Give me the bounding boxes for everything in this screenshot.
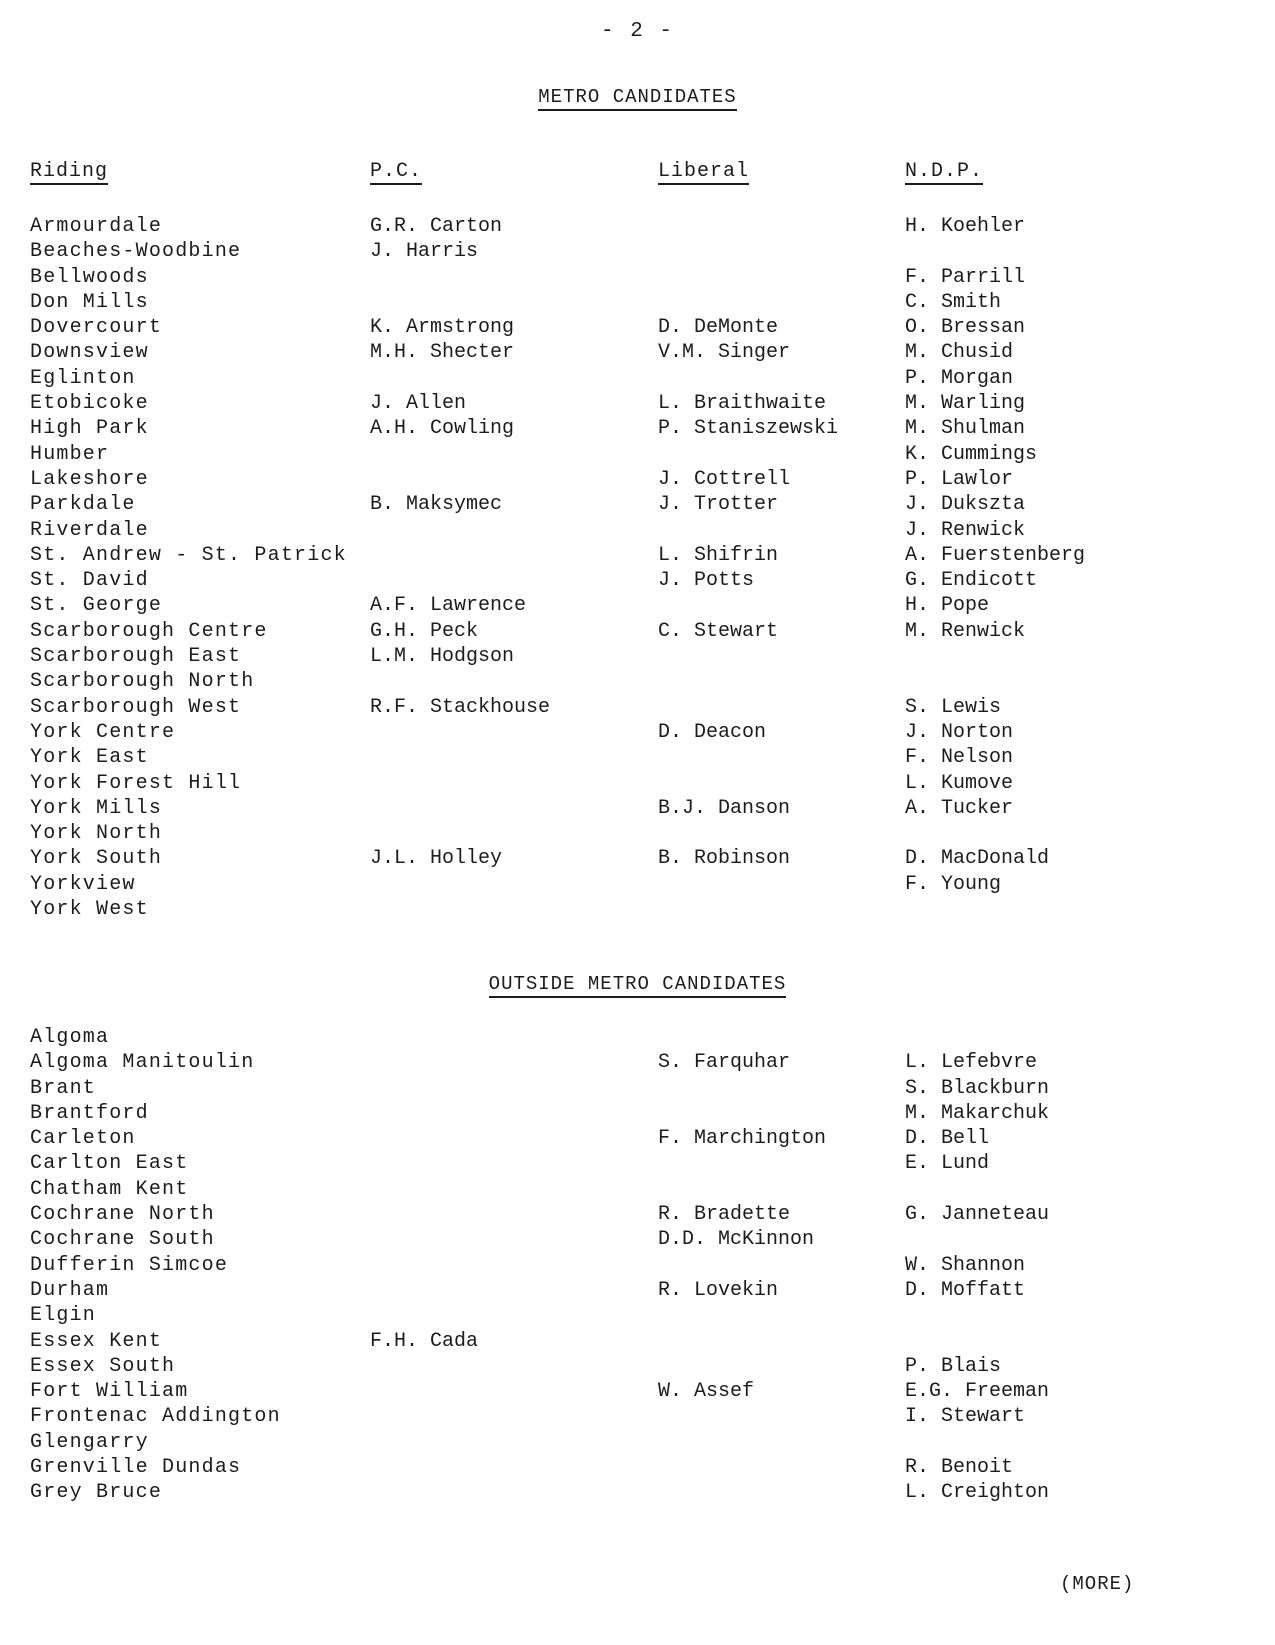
pc-candidate: F.H. Cada — [370, 1329, 479, 1353]
liberal-candidate: W. Assef — [658, 1380, 755, 1404]
pc-candidate: R.F. Stackhouse — [370, 695, 551, 719]
ndp-candidate: M. Makarchuk — [905, 1101, 1050, 1125]
liberal-candidate: V.M. Singer — [658, 341, 791, 365]
riding-name: Eglinton — [30, 366, 136, 390]
liberal-candidate: C. Stewart — [658, 619, 779, 643]
riding-name: Carlton East — [30, 1152, 189, 1176]
riding-name: Beaches-Woodbine — [30, 240, 242, 264]
table-row — [0, 1480, 1275, 1505]
riding-name: Scarborough North — [30, 670, 255, 694]
liberal-candidate: D. DeMonte — [658, 316, 779, 340]
table-row — [0, 796, 1275, 821]
ndp-candidate: S. Lewis — [905, 695, 1002, 719]
riding-name: Lakeshore — [30, 467, 149, 491]
metro-candidates-table — [0, 214, 1275, 922]
more-indicator: (MORE) — [1060, 1573, 1135, 1595]
liberal-candidate: J. Potts — [658, 569, 755, 593]
table-row — [0, 518, 1275, 543]
pc-candidate: B. Maksymec — [370, 493, 503, 517]
table-row — [0, 872, 1275, 897]
ndp-candidate: G. Endicott — [905, 569, 1038, 593]
riding-name: Essex South — [30, 1354, 176, 1378]
riding-name: Durham — [30, 1278, 110, 1302]
ndp-candidate: J. Dukszta — [905, 493, 1026, 517]
riding-name: Cochrane South — [30, 1228, 215, 1252]
liberal-candidate: J. Trotter — [658, 493, 779, 517]
table-row — [0, 366, 1275, 391]
pc-candidate: A.H. Cowling — [370, 417, 515, 441]
ndp-candidate: P. Morgan — [905, 366, 1014, 390]
riding-name: Yorkview — [30, 872, 136, 896]
table-row — [0, 568, 1275, 593]
header-ndp: N.D.P. — [905, 160, 984, 183]
ndp-candidate: E.G. Freeman — [905, 1380, 1050, 1404]
ndp-candidate: K. Cummings — [905, 442, 1038, 466]
table-row — [0, 1202, 1275, 1227]
table-row — [0, 1404, 1275, 1429]
riding-name: St. George — [30, 594, 163, 618]
riding-name: High Park — [30, 417, 149, 441]
ndp-candidate: O. Bressan — [905, 316, 1026, 340]
riding-name: Etobicoke — [30, 392, 149, 416]
ndp-candidate: F. Young — [905, 872, 1002, 896]
ndp-candidate: R. Benoit — [905, 1456, 1014, 1480]
ndp-candidate: D. Moffatt — [905, 1278, 1026, 1302]
column-headers — [0, 160, 1275, 188]
table-row — [0, 1076, 1275, 1101]
pc-candidate: G.H. Peck — [370, 619, 479, 643]
riding-name: Chatham Kent — [30, 1177, 189, 1201]
pc-candidate: L.M. Hodgson — [370, 645, 515, 669]
riding-name: Humber — [30, 442, 110, 466]
liberal-candidate: R. Bradette — [658, 1203, 791, 1227]
riding-name: Don Mills — [30, 290, 149, 314]
table-row — [0, 239, 1275, 264]
table-row — [0, 695, 1275, 720]
table-row — [0, 214, 1275, 239]
ndp-candidate: J. Norton — [905, 720, 1014, 744]
ndp-candidate: L. Lefebvre — [905, 1051, 1038, 1075]
liberal-candidate: B.J. Danson — [658, 796, 791, 820]
table-row — [0, 1430, 1275, 1455]
table-row — [0, 1354, 1275, 1379]
ndp-candidate: D. Bell — [905, 1127, 990, 1151]
ndp-candidate: M. Warling — [905, 392, 1026, 416]
liberal-candidate: J. Cottrell — [658, 467, 791, 491]
liberal-candidate: P. Staniszewski — [658, 417, 839, 441]
riding-name: Downsview — [30, 341, 149, 365]
table-row — [0, 846, 1275, 871]
liberal-candidate: S. Farquhar — [658, 1051, 791, 1075]
outside-section-title: OUTSIDE METRO CANDIDATES — [0, 973, 1275, 995]
table-row — [0, 442, 1275, 467]
table-row — [0, 1101, 1275, 1126]
riding-name: Algoma Manitoulin — [30, 1051, 255, 1075]
table-row — [0, 290, 1275, 315]
table-row — [0, 644, 1275, 669]
ndp-candidate: M. Shulman — [905, 417, 1026, 441]
table-row — [0, 1455, 1275, 1480]
table-row — [0, 1303, 1275, 1328]
ndp-candidate: A. Fuerstenberg — [905, 543, 1086, 567]
table-row — [0, 265, 1275, 290]
riding-name: Riverdale — [30, 518, 149, 542]
table-row — [0, 1050, 1275, 1075]
table-row — [0, 1177, 1275, 1202]
riding-name: York North — [30, 822, 163, 846]
ndp-candidate: F. Nelson — [905, 746, 1014, 770]
ndp-candidate: F. Parrill — [905, 265, 1026, 289]
ndp-candidate: E. Lund — [905, 1152, 990, 1176]
table-row — [0, 593, 1275, 618]
table-row — [0, 669, 1275, 694]
table-row — [0, 897, 1275, 922]
riding-name: York West — [30, 898, 149, 922]
riding-name: Cochrane North — [30, 1203, 215, 1227]
riding-name: Scarborough East — [30, 645, 242, 669]
table-row — [0, 1278, 1275, 1303]
table-row — [0, 1151, 1275, 1176]
liberal-candidate: F. Marchington — [658, 1127, 827, 1151]
riding-name: Scarborough Centre — [30, 619, 268, 643]
table-row — [0, 416, 1275, 441]
liberal-candidate: D.D. McKinnon — [658, 1228, 815, 1252]
liberal-candidate: B. Robinson — [658, 847, 791, 871]
ndp-candidate: W. Shannon — [905, 1253, 1026, 1277]
pc-candidate: J. Allen — [370, 392, 467, 416]
riding-name: Glengarry — [30, 1430, 149, 1454]
ndp-candidate: I. Stewart — [905, 1405, 1026, 1429]
liberal-candidate: L. Shifrin — [658, 543, 779, 567]
riding-name: Brant — [30, 1076, 97, 1100]
table-row — [0, 315, 1275, 340]
table-row — [0, 720, 1275, 745]
riding-name: York Forest Hill — [30, 771, 242, 795]
table-row — [0, 340, 1275, 365]
ndp-candidate: D. MacDonald — [905, 847, 1050, 871]
riding-name: Dovercourt — [30, 316, 163, 340]
ndp-candidate: M. Chusid — [905, 341, 1014, 365]
pc-candidate: G.R. Carton — [370, 215, 503, 238]
metro-section-title: METRO CANDIDATES — [0, 86, 1275, 108]
table-row — [0, 1329, 1275, 1354]
ndp-candidate: C. Smith — [905, 290, 1002, 314]
page-number: - 2 - — [600, 20, 674, 43]
riding-name: Carleton — [30, 1127, 136, 1151]
liberal-candidate: D. Deacon — [658, 720, 767, 744]
riding-name: York Centre — [30, 720, 176, 744]
table-row — [0, 821, 1275, 846]
ndp-candidate: G. Janneteau — [905, 1203, 1050, 1227]
ndp-candidate: L. Creighton — [905, 1481, 1050, 1505]
pc-candidate: J. Harris — [370, 240, 479, 264]
ndp-candidate: J. Renwick — [905, 518, 1026, 542]
riding-name: Essex Kent — [30, 1329, 163, 1353]
riding-name: Fort William — [30, 1380, 189, 1404]
riding-name: St. David — [30, 569, 149, 593]
ndp-candidate: L. Kumove — [905, 771, 1014, 795]
table-row — [0, 467, 1275, 492]
table-row — [0, 771, 1275, 796]
header-liberal: Liberal — [658, 160, 750, 183]
riding-name: Armourdale — [30, 215, 163, 238]
table-row — [0, 1253, 1275, 1278]
ndp-candidate: A. Tucker — [905, 796, 1014, 820]
riding-name: Frontenac Addington — [30, 1405, 281, 1429]
ndp-candidate: P. Lawlor — [905, 467, 1014, 491]
riding-name: Bellwoods — [30, 265, 149, 289]
riding-name: St. Andrew - St. Patrick — [30, 543, 347, 567]
table-row — [0, 492, 1275, 517]
pc-candidate: A.F. Lawrence — [370, 594, 527, 618]
liberal-candidate: L. Braithwaite — [658, 392, 827, 416]
ndp-candidate: H. Koehler — [905, 215, 1026, 238]
table-row — [0, 745, 1275, 770]
ndp-candidate: H. Pope — [905, 594, 990, 618]
table-row — [0, 391, 1275, 416]
riding-name: York Mills — [30, 796, 163, 820]
riding-name: Dufferin Simcoe — [30, 1253, 229, 1277]
liberal-candidate: R. Lovekin — [658, 1278, 779, 1302]
table-row — [0, 619, 1275, 644]
riding-name: Brantford — [30, 1101, 149, 1125]
riding-name: Scarborough West — [30, 695, 242, 719]
riding-name: Grenville Dundas — [30, 1456, 242, 1480]
riding-name: Parkdale — [30, 493, 136, 517]
riding-name: York East — [30, 746, 149, 770]
outside-candidates-table — [0, 1025, 1275, 1506]
riding-name: York South — [30, 847, 163, 871]
pc-candidate: M.H. Shecter — [370, 341, 515, 365]
table-row — [0, 1379, 1275, 1404]
ndp-candidate: S. Blackburn — [905, 1076, 1050, 1100]
table-row — [0, 1126, 1275, 1151]
ndp-candidate: P. Blais — [905, 1354, 1002, 1378]
riding-name: Grey Bruce — [30, 1481, 163, 1505]
riding-name: Algoma — [30, 1026, 110, 1049]
pc-candidate: J.L. Holley — [370, 847, 503, 871]
header-riding: Riding — [30, 160, 109, 183]
table-row — [0, 543, 1275, 568]
riding-name: Elgin — [30, 1304, 97, 1328]
ndp-candidate: M. Renwick — [905, 619, 1026, 643]
table-row — [0, 1025, 1275, 1050]
table-row — [0, 1227, 1275, 1252]
pc-candidate: K. Armstrong — [370, 316, 515, 340]
header-pc: P.C. — [370, 160, 423, 183]
